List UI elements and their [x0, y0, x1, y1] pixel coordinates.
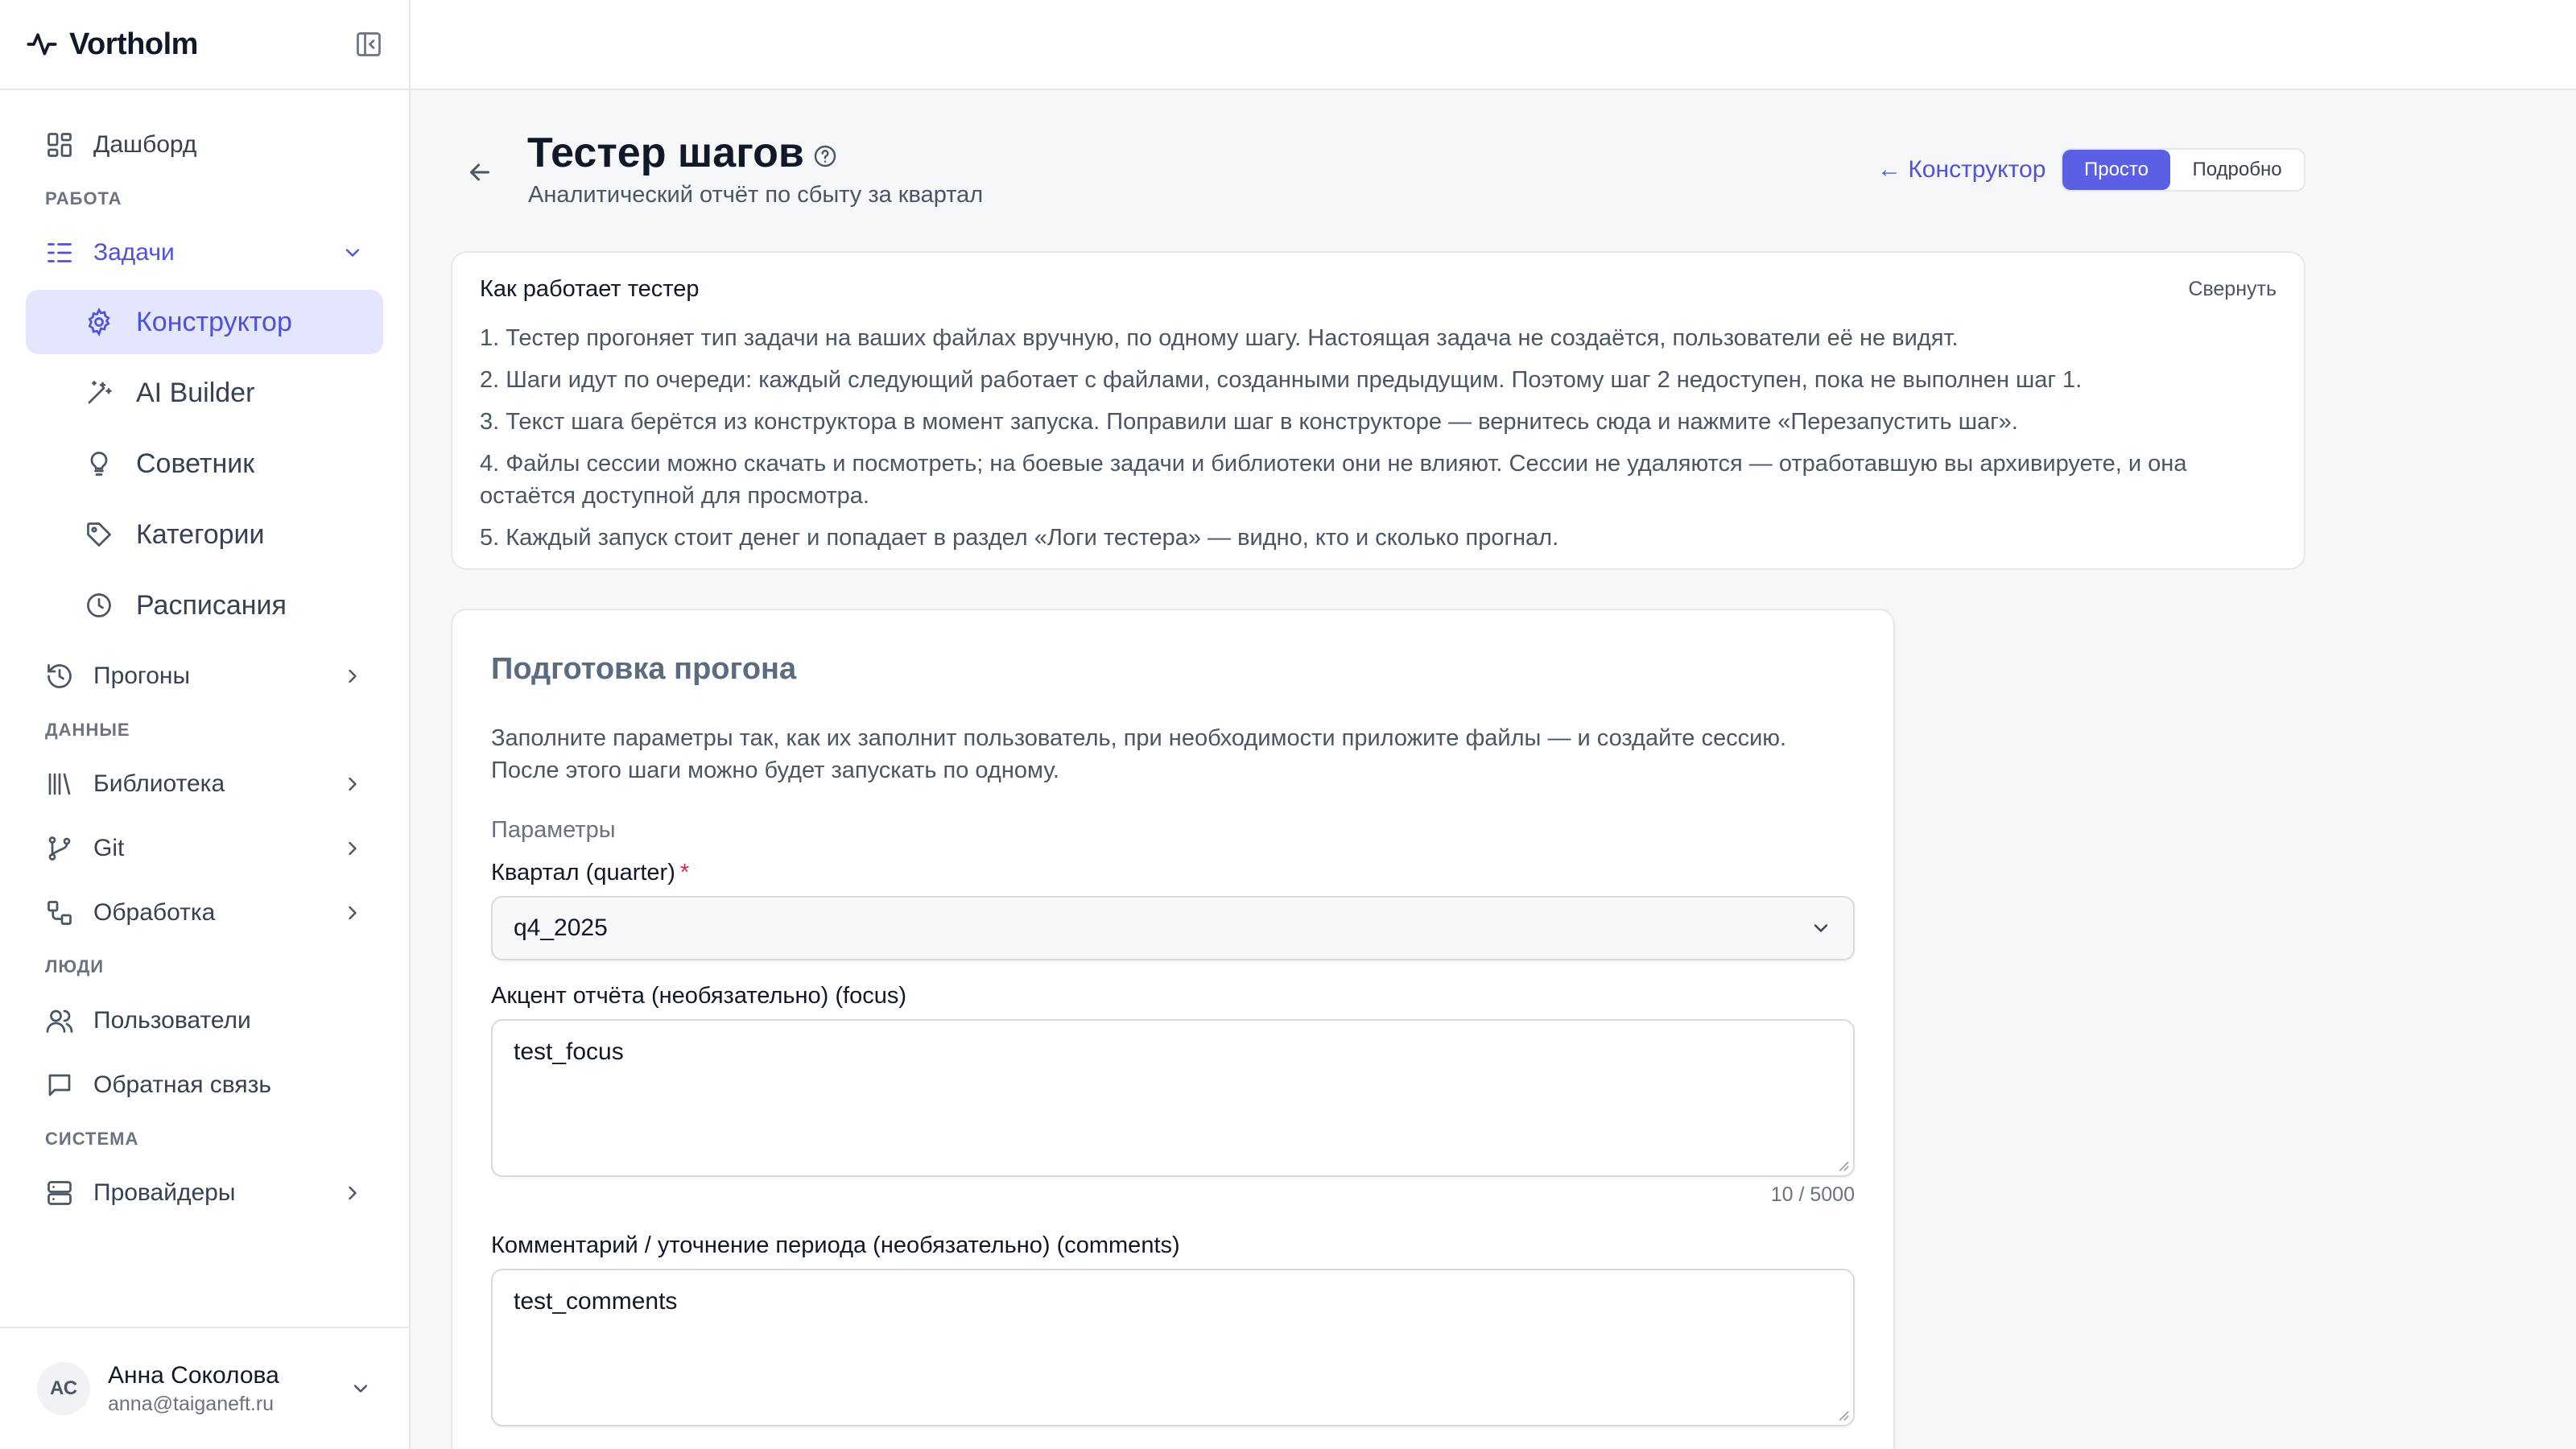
dashboard-icon — [45, 130, 74, 159]
page-title-row — [527, 129, 838, 177]
comments-textarea[interactable] — [491, 1269, 1855, 1426]
page-subtitle: Аналитический отчёт по сбыту за квартал — [528, 182, 984, 208]
nav-feedback[interactable] — [0, 1053, 409, 1117]
constructor-link[interactable]: ← Конструктор — [1877, 156, 2046, 183]
comments-field-group — [491, 1232, 1855, 1426]
info-card-header — [480, 270, 2277, 308]
mode-detailed-button[interactable]: Подробно — [2192, 159, 2282, 180]
nav-library-label: Библиотека — [93, 770, 225, 797]
nav-dashboard-label: Дашборд — [93, 131, 197, 158]
user-email: anna@taiganeft.ru — [108, 1392, 275, 1415]
nav-feedback-label: Обратная связь — [93, 1071, 272, 1098]
nav-categories[interactable] — [26, 502, 383, 567]
chevron-right-icon — [341, 1182, 364, 1204]
nav-providers[interactable] — [0, 1161, 409, 1225]
chevron-down-icon — [1810, 917, 1832, 939]
comments-label: Комментарий / уточнение периода (необязательно) (comments) — [491, 1232, 1180, 1258]
chevron-down-icon — [341, 242, 364, 264]
workflow-icon — [45, 898, 74, 927]
gear-icon — [85, 308, 114, 336]
nav-advisor-label: Советник — [136, 448, 255, 479]
nav-users[interactable] — [0, 989, 409, 1053]
chevron-right-icon — [341, 773, 364, 795]
list-item: 2. Шаги идут по очереди: каждый следующий работает с файлами, созданными предыдущим. Поэтому шаг 2 недоступен, пока не выполнен шаг 1. — [480, 367, 2083, 393]
nav-ai-builder-label: AI Builder — [136, 377, 255, 408]
nav-tasks-label: Задачи — [93, 239, 175, 266]
nav-processing[interactable] — [0, 881, 409, 945]
task-list-icon — [45, 238, 74, 267]
sidebar — [0, 0, 411, 1449]
arrow-left-icon[interactable] — [465, 158, 494, 187]
user-info — [108, 1362, 349, 1416]
nav-runs[interactable] — [0, 644, 409, 708]
chevron-right-icon — [341, 837, 364, 860]
nav-runs-label: Прогоны — [93, 663, 191, 689]
avatar: АС — [37, 1362, 90, 1415]
nav-dashboard[interactable] — [0, 113, 409, 177]
user-menu[interactable] — [0, 1327, 409, 1449]
prep-description: Заполните параметры так, как их заполнит пользователь, при необходимости приложите файлы — и создайте сессию. После этого шаги можно будет запускать по одному. — [491, 725, 1787, 783]
list-item: 1. Тестер прогоняет тип задачи на ваших файлах вручную, по одному шагу. Настоящая задача не создаётся, пользователи её не видят. — [480, 325, 1959, 351]
library-icon — [45, 770, 74, 799]
nav-advisor[interactable] — [26, 431, 383, 496]
mode-simple-button[interactable]: Просто — [2062, 150, 2170, 190]
nav-users-label: Пользователи — [93, 1007, 251, 1034]
nav-git-label: Git — [93, 835, 125, 861]
focus-char-counter: 10 / 5000 — [1770, 1183, 1855, 1206]
message-icon — [45, 1071, 74, 1100]
nav-constructor-label: Конструктор — [136, 306, 292, 337]
nav-categories-label: Категории — [136, 518, 265, 550]
prep-title: Подготовка прогона — [491, 652, 797, 686]
params-label: Параметры — [491, 817, 616, 843]
quarter-select-value: q4_2025 — [514, 914, 608, 941]
nav-tasks[interactable] — [0, 221, 409, 285]
list-item: 5. Каждый запуск стоит денег и попадает в раздел «Логи тестера» — видно, кто и сколько прогнал. — [480, 525, 1559, 551]
mode-toggle — [2061, 148, 2306, 192]
git-branch-icon — [45, 834, 74, 863]
history-icon — [45, 662, 74, 691]
question-circle-icon[interactable] — [812, 143, 838, 169]
resize-grip-icon[interactable] — [1835, 1158, 1850, 1172]
section-work: РАБОТА — [45, 188, 122, 208]
focus-field-group — [491, 983, 1855, 1207]
collapse-button[interactable]: Свернуть — [2188, 277, 2277, 300]
users-icon — [45, 1006, 74, 1035]
sidebar-collapse-icon[interactable] — [354, 30, 383, 59]
required-mark: * — [679, 860, 690, 886]
pulse-icon — [26, 28, 58, 60]
section-people: ЛЮДИ — [45, 956, 105, 976]
list-item: 4. Файлы сессии можно скачать и посмотреть; на боевые задачи и библиотеки они не влияют. Сессии не удаляются — отработавшую вы архивируете, и она остаётся доступной для просмотра. — [480, 451, 2187, 509]
quarter-field-group — [491, 860, 1855, 960]
magic-wand-icon — [85, 378, 114, 407]
app-name: Vortholm — [69, 27, 198, 61]
lightbulb-icon — [85, 449, 114, 478]
top-bar — [411, 0, 2576, 90]
section-system: СИСТЕМА — [45, 1129, 139, 1149]
quarter-label — [491, 860, 1855, 886]
page-title: Тестер шагов — [527, 130, 804, 176]
focus-textarea[interactable] — [491, 1019, 1855, 1177]
main-nav — [0, 90, 409, 1225]
nav-providers-label: Провайдеры — [93, 1179, 236, 1206]
brand-header — [0, 0, 409, 90]
user-name: Анна Соколова — [108, 1361, 279, 1389]
resize-grip-icon[interactable] — [1835, 1407, 1850, 1422]
chevron-right-icon — [341, 902, 364, 924]
list-item: 3. Текст шага берётся из конструктора в момент запуска. Поправили шаг в конструкторе — вернитесь сюда и нажмите «Перезапустить шаг». — [480, 409, 2018, 435]
nav-schedules[interactable] — [26, 573, 383, 638]
nav-constructor[interactable] — [26, 290, 383, 354]
chevron-right-icon — [341, 665, 364, 687]
info-card-title: Как работает тестер — [480, 275, 700, 302]
run-prep-card — [451, 609, 1895, 1449]
nav-schedules-label: Расписания — [136, 589, 287, 621]
nav-git[interactable] — [0, 816, 409, 881]
quarter-select[interactable] — [491, 896, 1855, 960]
nav-processing-label: Обработка — [93, 899, 216, 926]
quarter-label-text: Квартал (quarter) — [491, 860, 675, 886]
focus-textarea-value: test_focus — [514, 1038, 624, 1065]
clock-icon — [85, 591, 114, 620]
nav-library[interactable] — [0, 752, 409, 816]
info-list — [480, 322, 2277, 554]
comments-textarea-value: test_comments — [514, 1288, 678, 1315]
section-data: ДАННЫЕ — [45, 720, 130, 740]
focus-label: Акцент отчёта (необязательно) (focus) — [491, 983, 906, 1009]
server-icon — [45, 1179, 74, 1208]
tester-info-card — [451, 251, 2306, 570]
nav-ai-builder[interactable] — [26, 361, 383, 425]
chevron-down-icon — [349, 1377, 372, 1400]
tag-icon — [85, 520, 114, 549]
